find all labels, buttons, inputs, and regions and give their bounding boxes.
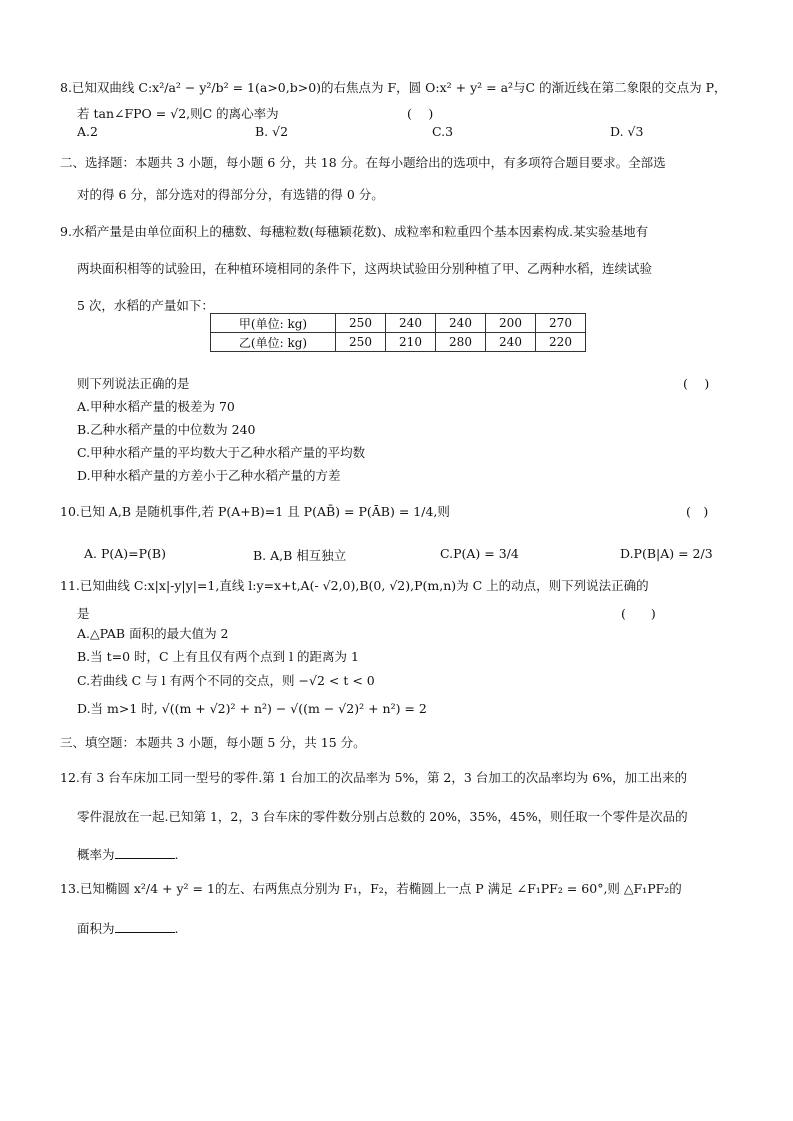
q13-stem-line2 xyxy=(77,919,179,937)
q11-option-b: B.当 t=0 时，C 上有且仅有两个点到 l 的距离为 1 xyxy=(77,649,359,664)
q9-yield-table xyxy=(210,313,586,352)
table-cell: 250 xyxy=(336,333,386,352)
table-cell: 甲(单位: kg) xyxy=(211,314,336,333)
q10-stem: 10.已知 A,B 是随机事件,若 P(A+B)=1 且 P(AB̄) = P(ĀB) = 1/4,则 xyxy=(60,504,450,519)
q11-option-d: D.当 m>1 时, √((m + √2)² + n²) − √((m − √2)² + n²) = 2 xyxy=(77,701,427,716)
q10-answer-paren: ( ) xyxy=(686,504,709,519)
q9-option-c: C.甲种水稻产量的平均数大于乙种水稻产量的平均数 xyxy=(77,445,366,460)
table-cell: 乙(单位: kg) xyxy=(211,333,336,352)
q8-stem-line1: 8.已知双曲线 C:x²/a² − y²/b² = 1(a>0,b>0)的右焦点为 F，圆 O:x² + y² = a²与C 的渐近线在第二象限的交点为 P， xyxy=(60,80,727,95)
q8-option-a: A.2 xyxy=(77,124,98,139)
q12-stem-line3 xyxy=(77,845,179,863)
q8-stem-line2: 若 tan∠FPO = √2,则C 的离心率为 xyxy=(77,106,279,121)
table-row xyxy=(211,314,586,333)
table-cell: 250 xyxy=(336,314,386,333)
q11-answer-paren: ( ) xyxy=(621,606,656,621)
table-cell: 240 xyxy=(436,314,486,333)
q12-suffix: . xyxy=(174,847,179,862)
table-cell: 240 xyxy=(386,314,436,333)
table-cell: 240 xyxy=(486,333,536,352)
q9-answer-paren: ( ) xyxy=(683,376,710,391)
q13-suffix: . xyxy=(174,921,179,936)
q12-answer-blank[interactable] xyxy=(115,846,175,859)
q9-stem-line2: 两块面积相等的试验田，在种植环境相同的条件下，这两块试验田分别种植了甲、乙两种水稻，连续试验 xyxy=(77,261,653,276)
q9-stem-line3: 5 次，水稻的产量如下： xyxy=(77,298,214,313)
q11-stem-line2: 是 xyxy=(77,606,90,621)
q10-option-d: D.P(B|A) = 2/3 xyxy=(620,546,713,561)
section2-heading-line1: 二、选择题：本题共 3 小题，每小题 6 分，共 18 分。在每小题给出的选项中，有多项符合题目要求。全部选 xyxy=(60,155,666,170)
q9-option-b: B.乙种水稻产量的中位数为 240 xyxy=(77,422,256,437)
q11-option-c: C.若曲线 C 与 l 有两个不同的交点，则 −√2 < t < 0 xyxy=(77,673,375,688)
section2-heading-line2: 对的得 6 分，部分选对的得部分分，有选错的得 0 分。 xyxy=(77,187,384,202)
section3-heading: 三、填空题：本题共 3 小题，每小题 5 分，共 15 分。 xyxy=(60,735,366,750)
q12-prefix: 概率为 xyxy=(77,847,115,862)
table-cell: 270 xyxy=(536,314,586,333)
q13-stem-line1: 13.已知椭圆 x²/4 + y² = 1的左、右两焦点分别为 F₁，F₂，若椭圆上一点 P 满足 ∠F₁PF₂ = 60°,则 △F₁PF₂的 xyxy=(60,881,682,896)
table-cell: 200 xyxy=(486,314,536,333)
q8-option-d: D. √3 xyxy=(610,124,644,139)
q13-prefix: 面积为 xyxy=(77,921,115,936)
q9-option-a: A.甲种水稻产量的极差为 70 xyxy=(77,399,235,414)
table-row xyxy=(211,333,586,352)
q8-option-c: C.3 xyxy=(432,124,454,139)
q9-question: 则下列说法正确的是 xyxy=(77,376,190,391)
q10-option-b: B. A,B 相互独立 xyxy=(253,548,347,563)
q9-stem-line1: 9.水稻产量是由单位面积上的穗数、每穗粒数(每穗颖花数)、成粒率和粒重四个基本因素构成.某实验基地有 xyxy=(60,224,649,239)
q9-option-d: D.甲种水稻产量的方差小于乙种水稻产量的方差 xyxy=(77,468,341,483)
q11-stem-line1: 11.已知曲线 C:x|x|-y|y|=1,直线 l:y=x+t,A(- √2,0),B(0, √2),P(m,n)为 C 上的动点，则下列说法正确的 xyxy=(60,578,649,593)
q12-stem-line1: 12.有 3 台车床加工同一型号的零件.第 1 台加工的次品率为 5%，第 2，3 台加工的次品率均为 6%，加工出来的 xyxy=(60,770,688,785)
q8-option-b: B. √2 xyxy=(255,124,289,139)
q13-answer-blank[interactable] xyxy=(115,920,175,933)
table-cell: 220 xyxy=(536,333,586,352)
table-cell: 210 xyxy=(386,333,436,352)
q12-stem-line2: 零件混放在一起.已知第 1，2，3 台车床的零件数分别占总数的 20%，35%，45%，则任取一个零件是次品的 xyxy=(77,809,688,824)
q10-option-c: C.P(A) = 3/4 xyxy=(440,546,519,561)
table-cell: 280 xyxy=(436,333,486,352)
q8-answer-paren: ( ) xyxy=(407,106,434,121)
q10-option-a: A. P(A)=P(B) xyxy=(84,546,166,561)
q11-option-a: A.△PAB 面积的最大值为 2 xyxy=(77,626,229,641)
